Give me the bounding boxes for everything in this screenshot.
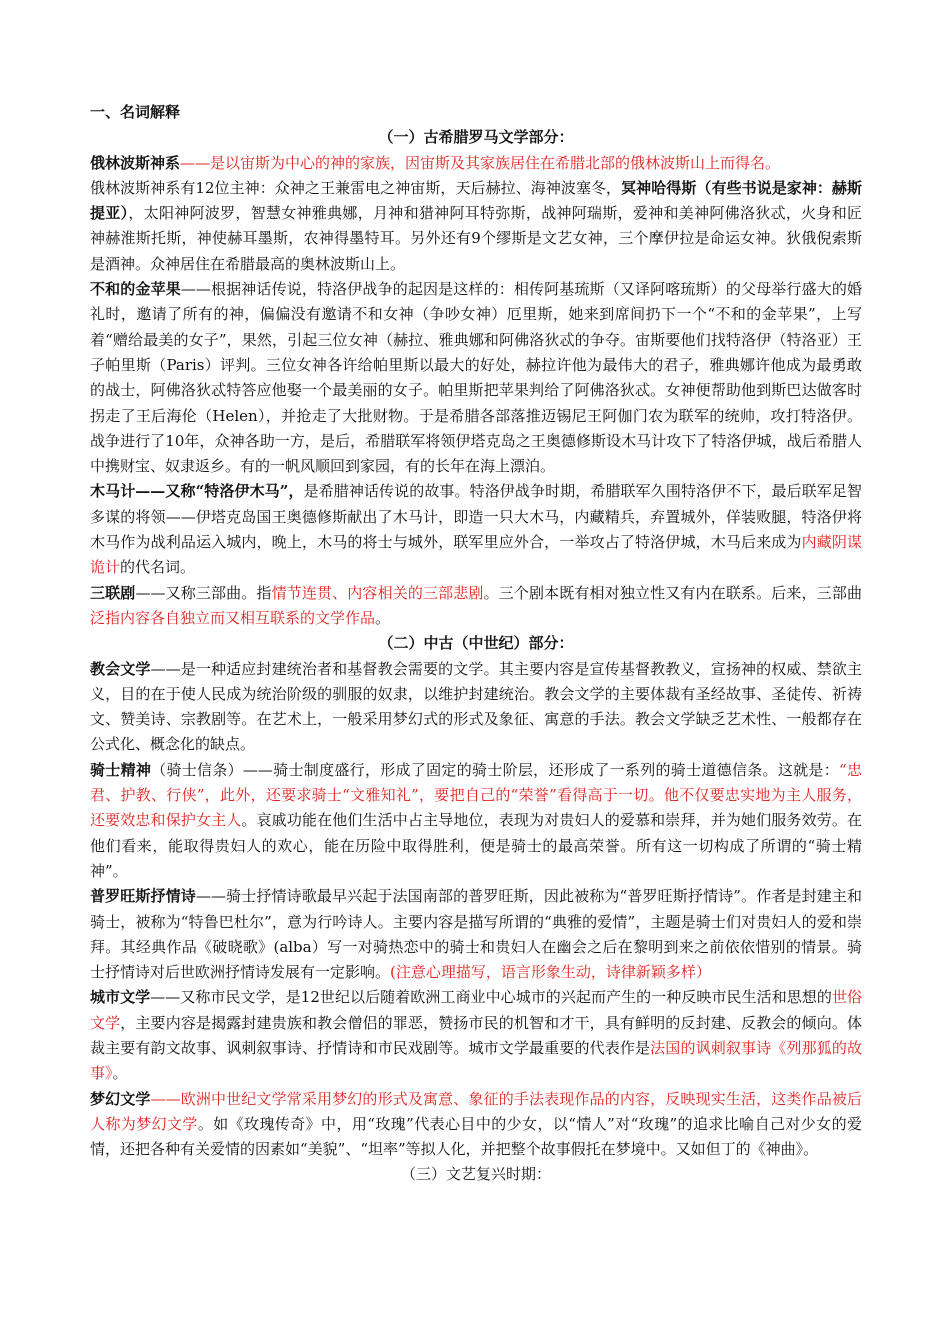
highlight: 欧洲中世纪文学常采用梦幻的形式及寓意、象征的手法表现作品的内容，反映现实生活，这类作品被后人称为梦幻文学 xyxy=(90,1089,862,1133)
term: 木马计——又称“特洛伊木马”， xyxy=(90,482,304,501)
highlight: 法国的讽刺叙事诗《列那狐的故事》 xyxy=(90,1038,862,1083)
entry-church-literature xyxy=(90,657,862,758)
term: 三联剧 xyxy=(90,583,136,602)
text: 。 xyxy=(112,1064,128,1083)
highlight: 是以宙斯为中心的神的家族，因宙斯及其家族居住在希腊北部的俄林波斯山上而得名。 xyxy=(210,153,781,172)
term: 教会文学 xyxy=(90,659,151,678)
entry-knight-spirit xyxy=(90,758,862,884)
highlight: 世俗文学 xyxy=(90,988,862,1032)
dash: —— xyxy=(180,153,211,172)
text: 是希腊神话传说的故事。特洛伊战争时期，希腊联军久围特洛伊不下，最后联军足智多谋的将领——伊塔克岛国王奥德修斯献出了木马计，即造一只大木马，内藏精兵，弃置城外，佯装败腿，特洛伊将木马作为战利品运入城内，晚上，木马的将士与城外，联军里应外合，一举攻占了特洛伊城，木马后来成为 xyxy=(90,482,862,552)
section-heading-greek: （一）古希腊罗马文学部分： xyxy=(378,128,574,147)
highlight: 内藏阴谋诡计 xyxy=(90,533,862,577)
entry-trojan-horse xyxy=(90,479,862,580)
text: 。三个剧本既有相对独立性又有内在联系。后来，三部曲 xyxy=(483,583,862,602)
entry-olympus xyxy=(90,151,862,176)
term: 不和的金苹果 xyxy=(90,280,181,299)
entry-city-literature xyxy=(90,985,862,1086)
text: ——根据神话传说，特洛伊战争的起因是这样的：相传阿基琉斯（又译阿喀琉斯）的父母举行盛大的婚礼时，邀请了所有的神，偏偏没有邀请不和女神（争吵女神）厄里斯，她来到席间扔下一个“不和的金苹果”，上写着“赠给最美的女子”，果然，引起三位女神（赫拉、雅典娜和阿佛洛狄忒的争夺。宙斯要他们找特洛伊（特洛亚）王子帕里斯（Paris）评判。三位女神各许给帕里斯以最大的好处，赫拉许他为最伟大的君子，雅典娜许他成为最勇敢的战士，阿佛洛狄忒特答应他娶一个最美丽的女子。帕里斯把苹果判给了阿佛洛狄忒。女神便帮助他到斯巴达做客时拐走了王后海伦（Helen），并抢走了大批财物。于是希腊各部落推迈锡尼王阿伽门农为联军的统帅，攻打特洛伊。战争进行了10年，众神各助一方，是后，希腊联军将领伊塔克岛之王奥德修斯设木马计攻下了特洛伊城，战后希腊人中携财宝、奴隶返乡。有的一帆风顺回到家园，有的长年在海上漂泊。 xyxy=(90,280,862,476)
text: 的代名词。 xyxy=(120,558,196,577)
entry-golden-apple xyxy=(90,277,862,479)
entry-dream-literature xyxy=(90,1087,862,1163)
text: ——是一种适应封建统治者和基督教会需要的文学。其主要内容是宣传基督教教义，宣扬神的权威、禁欲主义，目的在于使人民成为统治阶级的驯服的奴隶，以维护封建统治。教会文学的主要体裁有圣经故事、圣徒传、祈祷文、赞美诗、宗教剧等。在艺术上，一般采用梦幻式的形式及象征、寓意的手法。教会文学缺乏艺术性、一般都存在公式化、概念化的缺点。 xyxy=(90,659,862,754)
term: 城市文学 xyxy=(90,988,151,1007)
text: 。哀戚功能在他们生活中占主导地位，表现为对贵妇人的爱慕和崇拜，并为她们服务效劳。在他们看来，能取得贵妇人的欢心，能在历险中取得胜利，便是骑士的最高荣誉。所有这一切构成了所谓的“骑士精神”。 xyxy=(90,811,862,880)
text: 。如《玫瑰传奇》中，用“玫瑰”代表心目中的少女，以“情人”对“玫瑰”的追求比喻自己对少女的爱情，还把各种有关爱情的因素如“美貌”、“坦率”等拟人化，并把整个故事假托在梦境中。又如但丁的《神曲》。 xyxy=(90,1114,862,1159)
term: 骑士精神 xyxy=(90,760,152,779)
highlight: 泛指内容各自独立而又相互联系的文学作品 xyxy=(90,608,376,627)
text: ——骑士抒情诗歌最早兴起于法国南部的普罗旺斯，因此被称为“普罗旺斯抒情诗”。作者是封建主和骑士，被称为“特鲁巴杜尔”，意为行吟诗人。主要内容是描写所谓的“典雅的爱情”，主题是骑士们对贵妇人的爱和崇拜。其经典作品《破晓歌》(alba）写一对骑热恋中的骑士和贵妇人在幽会之后在黎明到来之前依依惜别的情景。骑士抒情诗对后世欧洲抒情诗发展有一定影响。 xyxy=(90,887,862,982)
bold-text: 冥神哈得斯（有些书说是家神：赫斯提亚） xyxy=(90,178,862,223)
term: 梦幻文学 xyxy=(90,1089,151,1108)
highlight: (注意心理描写，语言形象生动，诗律新颖多样） xyxy=(390,963,711,982)
term: 普罗旺斯抒情诗 xyxy=(90,887,196,906)
main-heading: 一、名词解释 xyxy=(90,103,181,121)
entry-provence-lyric xyxy=(90,884,862,985)
text: ，太阳神阿波罗，智慧女神雅典娜，月神和猎神阿耳特弥斯，战神阿瑞斯，爱神和美神阿佛洛狄忒，火身和匠神赫淮斯托斯，神使赫耳墨斯，农神得墨特耳。另外还有9个缪斯是文艺女神，三个摩伊拉是命运女神。狄俄倪索斯是酒神。众神居住在希腊最高的奥林波斯山上。 xyxy=(90,204,862,273)
term: 俄林波斯神系 xyxy=(90,153,181,172)
dash: —— xyxy=(150,1089,181,1108)
text: 俄林波斯神系有12位主神：众神之王兼雷电之神宙斯，天后赫拉、海神波塞冬， xyxy=(90,178,622,197)
entry-olympus-detail xyxy=(90,176,862,277)
text: 。 xyxy=(375,608,391,627)
text: ——又称市民文学，是12世纪以后随着欧洲工商业中心城市的兴起而产生的一种反映市民生活和思想的 xyxy=(150,988,832,1007)
section-heading-renaissance: （三）文艺复兴时期： xyxy=(400,1165,551,1184)
text: ，主要内容是揭露封建贵族和教会僧侣的罪恶，赞扬市民的机智和才干，具有鲜明的反封建、反教会的倾向。体裁主要有韵文故事、讽刺叙事诗、抒情诗和市民戏剧等。城市文学最重要的代表作是 xyxy=(90,1013,862,1057)
section-heading-medieval: （二）中古（中世纪）部分： xyxy=(378,634,574,653)
highlight: 情节连贯、内容相关的三部悲剧 xyxy=(271,583,484,602)
text: ——又称三部曲。指 xyxy=(135,583,272,602)
entry-trilogy xyxy=(90,581,862,632)
text: （骑士信条）——骑士制度盛行，形成了固定的骑士阶层，还形成了一系列的骑士道德信条。这就是： xyxy=(151,760,840,779)
highlight: “忠君、护教、行侠”，此外，还要求骑士“文雅知礼”，要把自己的“荣誉”看得高于一切。他不仅要忠实地为主人服务，还要效忠和保护女主人 xyxy=(90,760,862,830)
document-page xyxy=(90,100,862,1188)
